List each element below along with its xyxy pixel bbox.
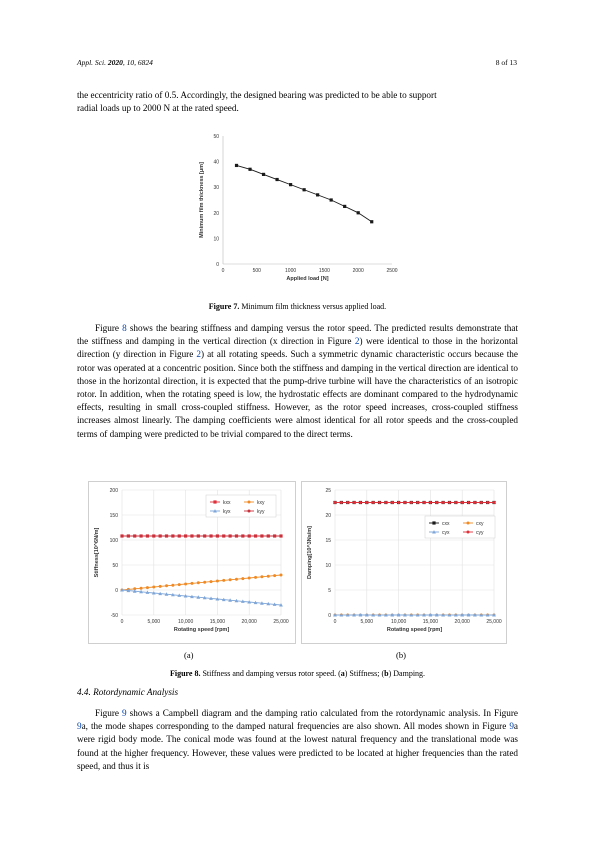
fig8a-series-kxy-point xyxy=(152,586,155,589)
fig8a-ytick-label: 150 xyxy=(109,513,118,519)
fig8b-series-cyy-point xyxy=(435,501,438,504)
fig8b-series-cyy-point xyxy=(486,501,489,504)
fig8a-legend-marker-kxx xyxy=(213,500,216,503)
fig8a-xtick-label: 25,000 xyxy=(273,619,289,625)
fig8b-xtick-label: 15,000 xyxy=(422,619,439,625)
fig8b-series-cyy-point xyxy=(353,501,356,504)
fig8b-series-cyy-point xyxy=(372,501,375,504)
intro-paragraph xyxy=(77,89,518,115)
fig8a-series-kxy-point xyxy=(229,578,232,581)
fig7-series-0-point xyxy=(316,193,319,196)
fig8a-series-kxy-point xyxy=(267,575,270,578)
article-number: 6824 xyxy=(137,58,153,67)
fig8a-series-kxy-point xyxy=(260,575,263,578)
p2-text-d: ) at all rotating speeds. Such a symmetric dynamic characteristic occurs because the rotor was operated at a concentric position. Since both the stiffness and damping in the vertical direction are identical to those in the horizontal direction, it is expected that the pump-drive turbine will have the characteristics of an isotropic rotor. In addition, when the rotating speed is low, the hydrostatic effects are dominant compared to the hydrodynamic effects, resulting in small cross-coupled stiffness. However, as the rotor speed increases, cross-coupled stiffness increases almost linearly. The damping coefficients were almost identical for all rotor speeds and the cross-coupled terms of damping were predicted to be trivial compared to the direct terms. xyxy=(77,349,518,439)
fig7-ytick-label: 20 xyxy=(213,210,219,217)
fig7-xtick-label: 1000 xyxy=(285,268,297,274)
figure8a-label: (a) xyxy=(184,650,194,660)
fig8b-legend-box xyxy=(425,516,495,538)
p3-text-d: a were rigid body mode. The conical mode was found at the lowest natural frequency and the translational mode was found at the higher frequency. However, these values were predicted to be located at higher frequencies than the rated speed, and thus it is xyxy=(77,721,518,771)
fig8b-series-cyy-point xyxy=(359,501,362,504)
fig8a-legend-label-kyx: kyx xyxy=(223,509,231,515)
fig7-series-0-point xyxy=(275,178,278,181)
fig8a-xtick-label: 10,000 xyxy=(177,619,194,625)
figure9-link-3[interactable]: 9 xyxy=(509,721,514,732)
figure7-caption xyxy=(0,302,595,311)
fig8a-series-kyy-point xyxy=(159,535,162,538)
journal-volume: 10 xyxy=(126,58,135,67)
fig8a-series-kyy-point xyxy=(248,535,251,538)
fig8b-series-cyy-point xyxy=(391,501,394,504)
fig8b-series-cyy-point xyxy=(403,501,406,504)
fig8a-series-kxy-point xyxy=(241,577,244,580)
fig8a-legend-label-kxx: kxx xyxy=(223,500,231,506)
fig8b-ytick-label: 15 xyxy=(325,538,331,544)
fig8a-series-kyy-point xyxy=(210,535,213,538)
fig8b-legend-label-cxy: cxy xyxy=(476,521,484,527)
fig8a-series-kxy-point xyxy=(184,583,187,586)
p3-text-a: Figure xyxy=(95,708,123,718)
fig8b-series-cyy-point xyxy=(365,501,368,504)
fig8b-series-cyy-point xyxy=(467,501,470,504)
fig8b-xtick-label: 10,000 xyxy=(390,619,407,625)
fig8a-legend-box xyxy=(206,495,276,517)
rotordynamic-paragraph xyxy=(77,707,518,773)
fig7-xtick-label: 2000 xyxy=(352,268,364,274)
figure8b-chart xyxy=(301,481,507,644)
fig8b-series-cyy-point xyxy=(410,501,413,504)
fig8a-ytick-label: 200 xyxy=(109,488,118,494)
fig8b-xtick-label: 25,000 xyxy=(486,619,502,625)
fig8a-ytick-label: -50 xyxy=(110,613,118,619)
fig8b-series-cyy-point xyxy=(454,501,457,504)
fig8a-ytick-label: 0 xyxy=(115,588,118,594)
fig7-series-0-point xyxy=(262,173,265,176)
figure2-link-2[interactable]: 2 xyxy=(196,349,201,360)
fig8a-series-kyy-point xyxy=(216,535,219,538)
fig8a-ytick-label: 100 xyxy=(109,538,118,544)
fig8b-xlabel: Rotating speed [rpm] xyxy=(386,627,443,633)
fig8a-series-kyy-point xyxy=(146,535,149,538)
fig7-ytick-label: 0 xyxy=(216,262,219,268)
fig8a-series-kyy-point xyxy=(254,535,257,538)
fig8a-series-kyy-point xyxy=(197,535,200,538)
fig7-ytick-label: 30 xyxy=(213,185,219,192)
fig8a-legend-marker-kxy xyxy=(248,501,251,504)
fig8b-series-cyy-point xyxy=(334,501,337,504)
fig8a-series-kyy-point xyxy=(241,535,244,538)
figure8-link[interactable]: 8 xyxy=(122,323,127,333)
fig7-series-0-line xyxy=(237,165,372,221)
fig8b-xtick-label: 20,000 xyxy=(454,619,470,625)
fig8a-series-kyy-point xyxy=(222,535,225,538)
fig8a-series-kxy-point xyxy=(159,585,162,588)
figure7-caption-label: Figure 7. xyxy=(208,302,240,311)
fig8a-series-kyy-point xyxy=(140,535,143,538)
fig7-ytick-label: 40 xyxy=(213,159,219,166)
fig7-ylabel: Minimum film thickness [μm] xyxy=(199,162,205,238)
fig8a-series-kyy-point xyxy=(171,535,174,538)
fig8a-series-kxy-point xyxy=(210,580,213,583)
section-heading: 4.4. Rotordynamic Analysis xyxy=(77,687,179,697)
fig8a-series-kxy-point xyxy=(178,583,181,586)
fig8a-series-kxy-point xyxy=(216,580,219,583)
fig8a-series-kyy-point xyxy=(203,535,206,538)
fig8a-series-kyy-point xyxy=(229,535,232,538)
fig8b-series-cyy-point xyxy=(423,501,426,504)
fig8a-series-kyy-point xyxy=(127,535,130,538)
fig8a-series-kyy-point xyxy=(273,535,276,538)
fig8b-legend-label-cxx: cxx xyxy=(442,521,450,527)
fig8a-series-kxy-point xyxy=(146,586,149,589)
fig8a-xtick-label: 15,000 xyxy=(209,619,226,625)
intro-line-1: the eccentricity ratio of 0.5. Accordingly, the designed bearing was predicted to be able to support xyxy=(77,90,437,100)
fig8b-series-cyy-point xyxy=(346,501,349,504)
fig8b-series-cyy-point xyxy=(493,501,496,504)
fig8a-series-kxy-point xyxy=(140,587,143,590)
fig8b-series-cyy-point xyxy=(416,501,419,504)
figure8-caption-t2: ) Stiffness; ( xyxy=(344,669,385,678)
fig8a-series-kyy-point xyxy=(133,535,136,538)
fig8b-legend-label-cyy: cyy xyxy=(476,530,484,536)
fig8a-series-kxy-point xyxy=(222,579,225,582)
fig8b-legend-marker-cxy xyxy=(467,522,470,525)
fig8b-series-cyy-point xyxy=(480,501,483,504)
fig8b-series-cyy-point xyxy=(461,501,464,504)
fig7-xtick-label: 2500 xyxy=(386,268,398,274)
fig7-series-0-point xyxy=(330,198,333,201)
fig8a-xlabel: Rotating speed [rpm] xyxy=(173,627,230,633)
fig8a-series-kyy-point xyxy=(235,535,238,538)
fig8a-series-kxy-point xyxy=(235,578,238,581)
figure8-caption-b: b xyxy=(384,669,389,678)
fig8a-xtick-label: 20,000 xyxy=(241,619,257,625)
fig7-series-0-point xyxy=(248,168,251,171)
fig8a-series-kyy-point xyxy=(178,535,181,538)
fig7-series-0-point xyxy=(370,220,373,223)
fig8b-series-cyy-point xyxy=(378,501,381,504)
fig8a-ytick-label: 50 xyxy=(112,563,118,569)
p3-text-b: shows a Campbell diagram and the damping ratio calculated from the rotordynamic analysis. In Figure xyxy=(126,708,518,718)
figure8b-label: (b) xyxy=(396,650,406,660)
fig8b-ytick-label: 0 xyxy=(328,613,331,619)
figure2-link-1[interactable]: 2 xyxy=(354,336,360,347)
fig8a-series-kxy-point xyxy=(165,584,168,587)
fig8b-legend-marker-cxx xyxy=(432,521,435,524)
fig8b-ytick-label: 10 xyxy=(325,563,331,569)
fig8a-series-kxy-point xyxy=(197,581,200,584)
running-header-left: Appl. Sci. 2020, 10, 6824 xyxy=(77,58,153,67)
p2-text-c: ) were identical to those in the horizontal direction (y direction in Figure xyxy=(77,336,518,360)
fig8b-series-cyy-point xyxy=(448,501,451,504)
journal-name: Appl. Sci. xyxy=(77,58,106,67)
intro-line-2: radial loads up to 2000 N at the rated speed. xyxy=(77,103,239,114)
fig8b-legend-marker-cyy xyxy=(467,531,470,534)
fig7-series-0-point xyxy=(303,188,306,191)
fig7-series-0-point xyxy=(343,205,346,208)
fig8a-xtick-label: 5,000 xyxy=(147,619,161,625)
fig8a-series-kyy-point xyxy=(190,535,193,538)
page-number: 8 of 13 xyxy=(495,58,517,67)
figure8-caption-t1: Stiffness and damping versus rotor speed. ( xyxy=(200,669,341,678)
fig7-xtick-label: 1500 xyxy=(318,268,330,274)
fig7-ytick-label: 10 xyxy=(213,236,219,243)
fig8b-ytick-label: 20 xyxy=(325,513,331,519)
fig8a-ylabel: Stiffness[10^6N/m] xyxy=(94,527,100,578)
fig8a-series-kyy-point xyxy=(267,535,270,538)
figure8-caption-a: a xyxy=(340,669,345,678)
figure7-chart xyxy=(193,128,406,293)
fig8a-legend-label-kxy: kxy xyxy=(257,500,265,506)
fig8a-series-kyy-point xyxy=(121,535,124,538)
fig8a-xtick-label: 0 xyxy=(120,619,124,625)
fig8b-xtick-label: 0 xyxy=(333,619,337,625)
fig8a-series-kxy-point xyxy=(273,574,276,577)
fig8b-series-cyy-point xyxy=(442,501,445,504)
fig7-xtick-label: 500 xyxy=(252,268,261,274)
journal-year: 2020 xyxy=(107,58,123,67)
fig8a-series-kxy-point xyxy=(190,582,193,585)
fig8b-ytick-label: 5 xyxy=(328,588,331,594)
fig8b-ylabel: Damping[10^3Ns/m] xyxy=(307,525,313,580)
p2-text-a: Figure xyxy=(95,323,123,333)
fig8a-series-kyy-point xyxy=(280,535,283,538)
fig7-xtick-label: 0 xyxy=(221,268,225,274)
fig8a-series-kxy-point xyxy=(280,574,283,577)
fig7-xlabel: Applied load [N] xyxy=(286,276,329,282)
fig8b-series-cyy-point xyxy=(384,501,387,504)
fig8b-legend-label-cyx: cyx xyxy=(442,530,450,536)
fig8b-series-cyy-point xyxy=(473,501,476,504)
figure9-link-2[interactable]: 9 xyxy=(77,721,82,732)
figure8-caption xyxy=(0,669,595,678)
fig8a-series-kyy-point xyxy=(184,535,187,538)
fig8b-series-cyy-point xyxy=(397,501,400,504)
p2-text-b: shows the bearing stiffness and damping versus the rotor speed. The predicted results demonstrate that the stiffness and damping in the vertical direction (x direction in Figure xyxy=(77,323,518,347)
fig8a-series-kxy-point xyxy=(203,581,206,584)
fig8a-legend-label-kyy: kyy xyxy=(257,509,265,515)
fig8a-series-kxy-point xyxy=(254,576,257,579)
fig8a-series-kyy-point xyxy=(152,535,155,538)
figure8-caption-label: Figure 8. xyxy=(169,669,201,678)
fig8b-series-cyy-point xyxy=(429,501,432,504)
figure7-caption-text: Minimum film thickness versus applied load. xyxy=(239,302,387,311)
stiffness-damping-paragraph xyxy=(77,322,518,441)
fig7-ytick-label: 50 xyxy=(213,134,219,140)
fig7-series-0-point xyxy=(235,164,238,167)
fig8a-legend-marker-kyy xyxy=(248,510,251,513)
figure8-caption-t3: ) Damping. xyxy=(388,669,426,678)
fig8b-series-cyy-point xyxy=(340,501,343,504)
fig8a-series-kxy-point xyxy=(171,584,174,587)
fig8a-series-kyy-point xyxy=(165,535,168,538)
figure9-link-1[interactable]: 9 xyxy=(122,708,127,718)
fig7-series-0-point xyxy=(289,183,292,186)
fig7-series-0-point xyxy=(357,211,360,214)
fig8b-ytick-label: 25 xyxy=(325,488,331,494)
figure8a-chart xyxy=(88,481,296,644)
fig8b-xtick-label: 5,000 xyxy=(360,619,374,625)
fig8a-series-kxy-point xyxy=(248,577,251,580)
p3-text-c: a, the mode shapes corresponding to the damped natural frequencies are also shown. All modes shown in Figure xyxy=(81,721,510,732)
fig8a-series-kyy-point xyxy=(260,535,263,538)
